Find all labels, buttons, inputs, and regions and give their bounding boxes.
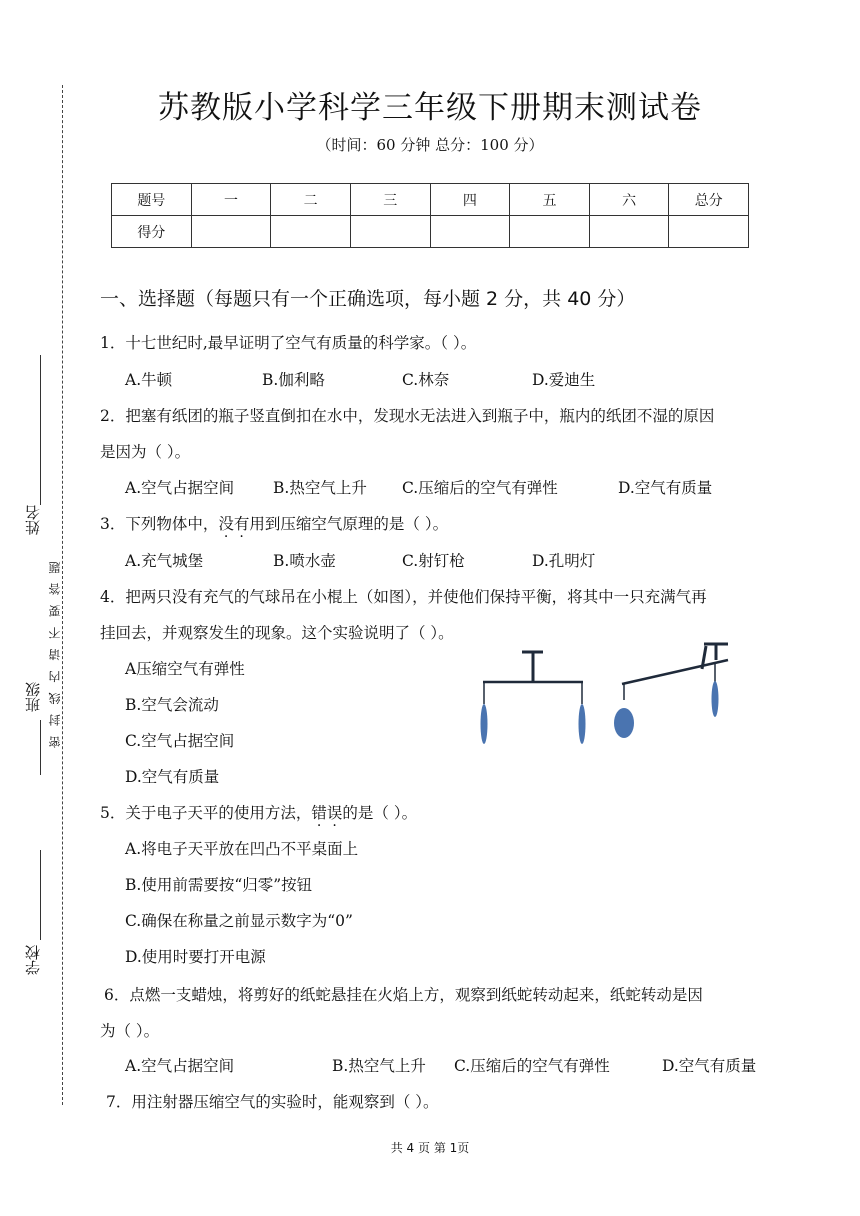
question-6-line-2: 为（ ）。 <box>100 1022 160 1040</box>
deflated-balloon <box>579 704 586 744</box>
header-cell: 二 <box>271 184 351 216</box>
question-6-line-1: 6．点燃一支蜡烛，将剪好的纸蛇悬挂在火焰上方，观察到纸蛇转动起来，纸蛇转动是因 <box>104 986 703 1004</box>
option-a: A.将电子天平放在凹凸不平桌面上 <box>125 840 359 858</box>
option-c: C.林奈 <box>402 371 450 389</box>
option-b: B.伽利略 <box>262 371 325 389</box>
page-footer: 共 4 页 第 1页 <box>390 1141 470 1155</box>
class-field <box>22 600 62 770</box>
question-4-line-1: 4．把两只没有充气的气球吊在小棍上（如图），并使他们保持平衡，将其中一只充满气再 <box>100 588 707 606</box>
balanced-stick <box>481 652 586 744</box>
option-c: C.压缩后的空气有弹性 <box>402 479 558 497</box>
exam-info: （时间：60 分钟 总分：100 分） <box>316 136 544 154</box>
option-c: C.确保在称量之前显示数字为“0” <box>125 912 353 930</box>
option-b: B.使用前需要按“归零”按钮 <box>125 876 313 894</box>
balloon-balance-figure <box>470 638 730 750</box>
option-d: D.空气有质量 <box>662 1057 757 1075</box>
question-3-text-start: 3．下列物体中， <box>100 515 219 533</box>
option-d: D.爱迪生 <box>532 371 596 389</box>
option-b: B.热空气上升 <box>273 479 367 497</box>
score-cell[interactable] <box>350 216 430 248</box>
option-d: D.孔明灯 <box>532 552 596 570</box>
question-1: 1．十七世纪时,最早证明了空气有质量的科学家。（ ）。 <box>100 334 477 352</box>
score-cell[interactable] <box>589 216 669 248</box>
option-d: D.空气有质量 <box>125 768 220 786</box>
option-b: B.热空气上升 <box>332 1057 426 1075</box>
school-underline <box>40 850 41 940</box>
seal-notice: 密 封 线 内 请 不 要 答 题 <box>48 558 62 748</box>
option-a: A.空气占据空间 <box>125 1057 235 1075</box>
option-b: B.喷水壶 <box>273 552 336 570</box>
deflated-balloon <box>712 681 719 717</box>
score-cell[interactable] <box>669 216 749 248</box>
school-label: 学校 <box>24 945 42 975</box>
option-d: D.使用时要打开电源 <box>125 948 266 966</box>
class-label: 班级 <box>24 682 42 712</box>
question-2-line-2: 是因为（ ）。 <box>100 443 191 461</box>
question-7: 7．用注射器压缩空气的实验时，能观察到（ ）。 <box>106 1093 439 1111</box>
name-underline <box>40 355 41 505</box>
emphasis-char: 误 <box>326 804 343 822</box>
score-cell[interactable] <box>191 216 271 248</box>
question-5 <box>100 801 417 823</box>
emphasis-char: 有 <box>233 515 250 533</box>
option-c: C.射钉枪 <box>402 552 465 570</box>
header-cell: 总分 <box>669 184 749 216</box>
emphasis-char: 没 <box>218 515 234 533</box>
section-heading: 一、选择题（每题只有一个正确选项，每小题 2 分，共 40 分） <box>100 288 636 310</box>
header-cell: 六 <box>589 184 669 216</box>
deflated-balloon <box>481 704 488 744</box>
option-a: A压缩空气有弹性 <box>125 660 245 678</box>
option-a: A.牛顿 <box>125 371 173 389</box>
header-cell: 一 <box>191 184 271 216</box>
option-b: B.空气会流动 <box>125 696 219 714</box>
question-5-text-start: 5．关于电子天平的使用方法， <box>100 804 312 822</box>
tilted-stick <box>614 644 728 738</box>
inflated-balloon <box>614 708 634 738</box>
header-cell: 四 <box>430 184 510 216</box>
question-5-text-end: 的是（ ）。 <box>342 804 418 822</box>
option-a: A.充气城堡 <box>125 552 204 570</box>
question-3-text-end: 用到压缩空气原理的是（ ）。 <box>249 515 449 533</box>
emphasis-char: 错 <box>311 804 327 822</box>
class-underline <box>40 720 41 775</box>
score-table-score-row <box>112 216 749 248</box>
option-c: C.压缩后的空气有弹性 <box>454 1057 610 1075</box>
score-cell[interactable] <box>430 216 510 248</box>
option-d: D.空气有质量 <box>618 479 713 497</box>
score-row-label: 得分 <box>112 216 192 248</box>
score-table <box>111 183 749 248</box>
name-label: 姓名 <box>24 505 42 535</box>
question-3 <box>100 512 448 534</box>
score-cell[interactable] <box>271 216 351 248</box>
question-4-line-2: 挂回去，并观察发生的现象。这个实验说明了（ ）。 <box>100 624 454 642</box>
page-title: 苏教版小学科学三年级下册期末测试卷 <box>158 90 702 126</box>
option-c: C.空气占据空间 <box>125 732 235 750</box>
option-a: A.空气占据空间 <box>125 479 235 497</box>
header-cell: 五 <box>510 184 590 216</box>
header-cell: 题号 <box>112 184 192 216</box>
school-field <box>22 850 62 990</box>
question-2-line-1: 2．把塞有纸团的瓶子竖直倒扣在水中，发现水无法进入到瓶子中，瓶内的纸团不湿的原因 <box>100 407 715 425</box>
header-cell: 三 <box>350 184 430 216</box>
score-table-header-row <box>112 184 749 216</box>
score-cell[interactable] <box>510 216 590 248</box>
